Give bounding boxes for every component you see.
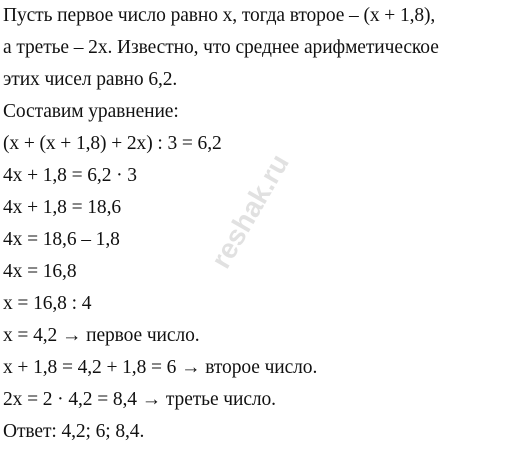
result-second: x + 1,8 = 4,2 + 1,8 = 6 → второе число. <box>3 357 318 378</box>
equation-4: 4x = 18,6 – 1,8 <box>3 229 120 250</box>
equation-5: 4x = 16,8 <box>3 261 77 282</box>
text-line-3: этих чисел равно 6,2. <box>3 69 178 90</box>
watermark-logo: reshak.ru <box>205 148 295 274</box>
equation-6: x = 16,8 : 4 <box>3 293 92 314</box>
solution-document <box>3 0 508 458</box>
result-first: x = 4,2 → первое число. <box>3 325 200 346</box>
answer-line: Ответ: 4,2; 6; 8,4. <box>3 421 145 442</box>
equation-1: (x + (x + 1,8) + 2x) : 3 = 6,2 <box>3 133 222 154</box>
result-third: 2x = 2 · 4,2 = 8,4 → третье число. <box>3 389 276 410</box>
text-line-2: а третье – 2x. Известно, что среднее арифметическое <box>3 37 439 58</box>
text-line-1: Пусть первое число равно x, тогда второе – (x + 1,8), <box>3 5 436 26</box>
equation-3: 4x + 1,8 = 18,6 <box>3 197 121 218</box>
equation-2: 4x + 1,8 = 6,2 · 3 <box>3 165 137 186</box>
text-line-4: Составим уравнение: <box>3 101 179 122</box>
